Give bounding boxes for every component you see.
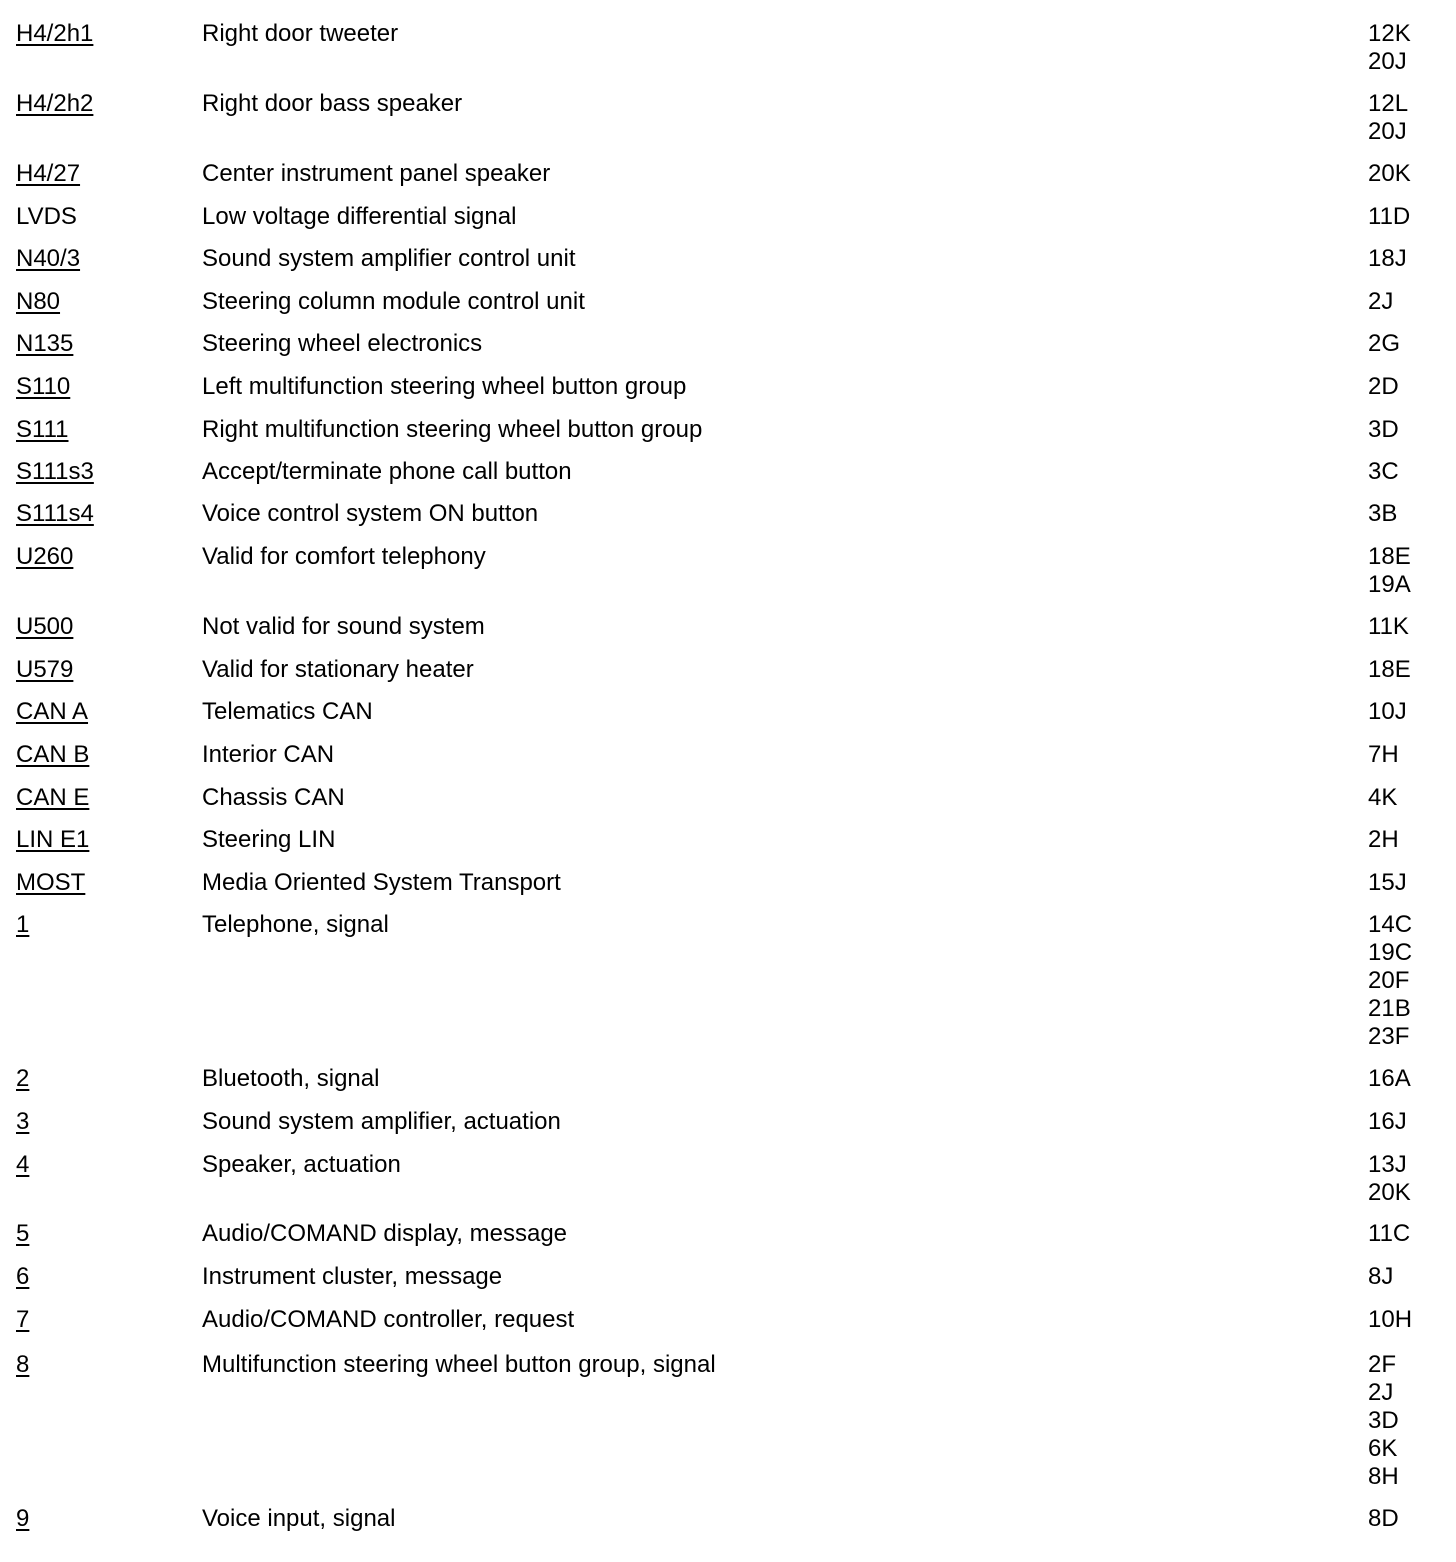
grid-reference: 11K [1368,613,1409,640]
component-description: Telephone, signal [202,911,389,938]
grid-reference: 21B [1368,995,1411,1022]
grid-references [1368,1263,1393,1291]
grid-references [1368,90,1408,146]
component-description: Valid for stationary heater [202,656,474,683]
grid-reference: 2G [1368,330,1401,357]
grid-reference: 20K [1368,160,1411,187]
grid-reference: 20F [1368,967,1410,994]
grid-reference: 11C [1368,1220,1411,1247]
grid-reference: 3C [1368,458,1399,485]
component-code: LVDS [16,203,77,230]
grid-reference: 10H [1368,1306,1413,1333]
grid-references [1368,20,1411,76]
grid-reference: 2F [1368,1351,1397,1378]
grid-reference: 10J [1368,698,1407,725]
grid-references [1368,458,1399,486]
grid-references [1368,1065,1411,1093]
grid-reference: 15J [1368,869,1407,896]
component-code-link[interactable]: S111s3 [16,458,94,485]
grid-references [1368,245,1407,273]
component-description: Steering LIN [202,826,336,853]
grid-references [1368,869,1407,897]
component-code-link[interactable]: H4/2h2 [16,90,94,117]
component-code-link[interactable]: CAN A [16,698,89,725]
grid-references [1368,1108,1407,1136]
component-code-link[interactable]: 4 [16,1151,30,1178]
component-description: Interior CAN [202,741,335,768]
component-code-link[interactable]: MOST [16,869,86,896]
grid-reference: 8J [1368,1263,1394,1290]
component-description: Speaker, actuation [202,1151,401,1178]
grid-reference: 16A [1368,1065,1411,1092]
component-description: Steering column module control unit [202,288,585,315]
grid-reference: 23F [1368,1023,1410,1050]
grid-references [1368,373,1399,401]
grid-reference: 8H [1368,1463,1399,1490]
component-code-link[interactable]: H4/27 [16,160,81,187]
component-description: Sound system amplifier, actuation [202,1108,561,1135]
grid-reference: 20K [1368,1179,1411,1206]
grid-references [1368,1351,1399,1491]
component-code-link[interactable]: 3 [16,1108,30,1135]
component-description: Right door tweeter [202,20,399,47]
component-description: Left multifunction steering wheel button group [202,373,687,400]
component-code-link[interactable]: CAN B [16,741,90,768]
component-description: Chassis CAN [202,784,345,811]
component-code-link[interactable]: U500 [16,613,74,640]
component-code-link[interactable]: U579 [16,656,74,683]
component-code-link[interactable]: 1 [16,911,30,938]
component-code-link[interactable]: 8 [16,1351,30,1378]
grid-references [1368,613,1409,641]
component-description: Audio/COMAND display, message [202,1220,568,1247]
grid-references [1368,656,1411,684]
component-description: Low voltage differential signal [202,203,517,230]
grid-reference: 2H [1368,826,1399,853]
component-description: Right door bass speaker [202,90,463,117]
grid-reference: 19A [1368,571,1411,598]
component-description: Right multifunction steering wheel button group [202,416,703,443]
component-code-link[interactable]: CAN E [16,784,90,811]
grid-reference: 3D [1368,1407,1399,1434]
component-description: Bluetooth, signal [202,1065,380,1092]
component-description: Multifunction steering wheel button group, signal [202,1351,716,1378]
component-description: Valid for comfort telephony [202,543,486,570]
grid-reference: 7H [1368,741,1399,768]
grid-references [1368,741,1399,769]
grid-reference: 14C [1368,911,1413,938]
grid-references [1368,288,1393,316]
grid-reference: 3D [1368,416,1399,443]
component-code-link[interactable]: N80 [16,288,61,315]
grid-reference: 6K [1368,1435,1398,1462]
grid-reference: 2J [1368,1379,1394,1406]
grid-reference: 18J [1368,245,1407,272]
grid-reference: 3B [1368,500,1398,527]
grid-reference: 18E [1368,656,1411,683]
component-code-link[interactable]: LIN E1 [16,826,90,853]
component-description: Media Oriented System Transport [202,869,561,896]
grid-reference: 4K [1368,784,1398,811]
grid-reference: 20J [1368,48,1407,75]
component-code-link[interactable]: S110 [16,373,71,400]
grid-reference: 12K [1368,20,1411,47]
component-code-link[interactable]: S111 [16,416,69,443]
component-description: Voice input, signal [202,1505,396,1532]
component-description: Sound system amplifier control unit [202,245,576,272]
component-code-link[interactable]: 2 [16,1065,30,1092]
component-description: Instrument cluster, message [202,1263,503,1290]
grid-reference: 2J [1368,288,1394,315]
grid-references [1368,826,1399,854]
component-code-link[interactable]: N40/3 [16,245,81,272]
component-code-link[interactable]: S111s4 [16,500,94,527]
grid-references [1368,1306,1412,1334]
grid-references [1368,1505,1399,1533]
grid-reference: 16J [1368,1108,1407,1135]
grid-reference: 20J [1368,118,1407,145]
grid-reference: 8D [1368,1505,1399,1532]
grid-references [1368,911,1412,1051]
component-description: Steering wheel electronics [202,330,483,357]
grid-reference: 13J [1368,1151,1407,1178]
grid-reference: 19C [1368,939,1413,966]
component-code-link[interactable]: 5 [16,1220,30,1247]
grid-references [1368,160,1411,188]
component-code-link[interactable]: 9 [16,1505,30,1532]
component-description: Center instrument panel speaker [202,160,551,187]
grid-references [1368,784,1397,812]
grid-reference: 2D [1368,373,1399,400]
grid-references [1368,416,1399,444]
grid-references [1368,500,1397,528]
grid-references [1368,698,1407,726]
component-code-link[interactable]: N135 [16,330,74,357]
component-description: Not valid for sound system [202,613,485,640]
component-code-link[interactable]: 7 [16,1306,30,1333]
grid-references [1368,330,1400,358]
grid-reference: 18E [1368,543,1411,570]
grid-reference: 12L [1368,90,1409,117]
component-code-link[interactable]: U260 [16,543,74,570]
grid-references [1368,543,1411,599]
component-description: Voice control system ON button [202,500,539,527]
grid-references [1368,203,1410,231]
component-description: Audio/COMAND controller, request [202,1306,575,1333]
grid-reference: 11D [1368,203,1411,230]
grid-references [1368,1220,1410,1248]
component-description: Telematics CAN [202,698,373,725]
component-code-link[interactable]: 6 [16,1263,30,1290]
component-code-link[interactable]: H4/2h1 [16,20,94,47]
component-description: Accept/terminate phone call button [202,458,572,485]
grid-references [1368,1151,1411,1207]
